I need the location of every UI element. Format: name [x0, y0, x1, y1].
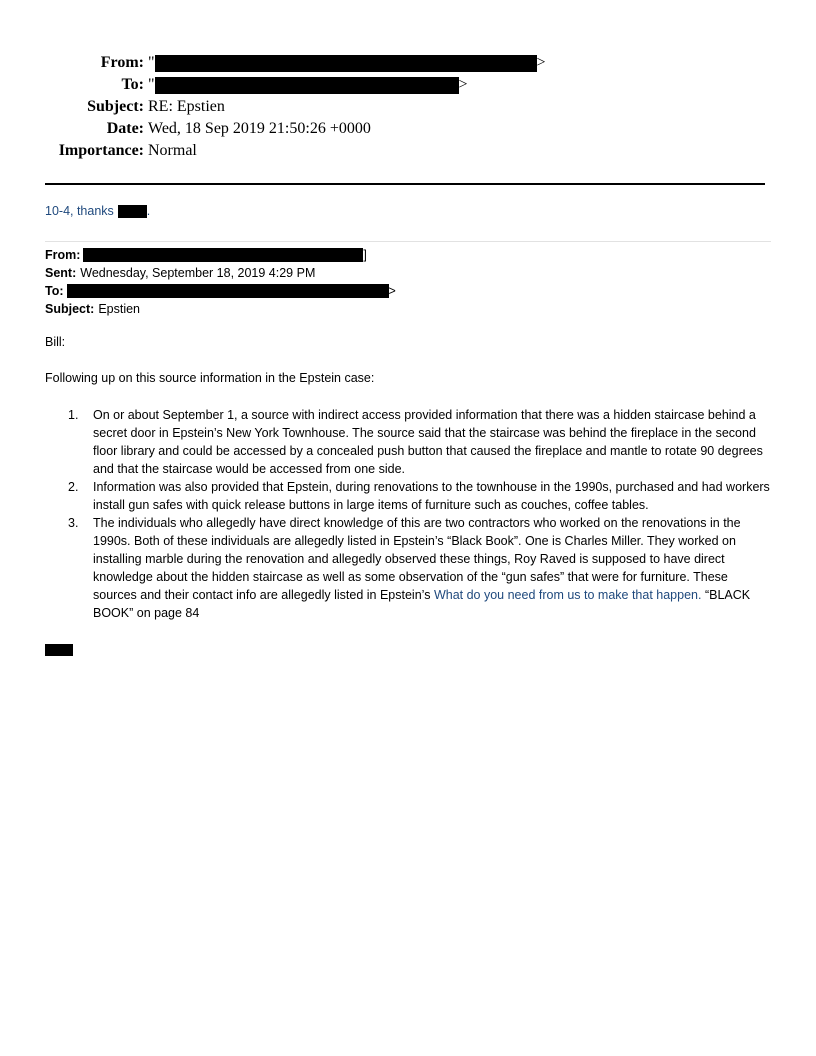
header-subject-label: Subject:	[87, 98, 144, 115]
list-item-number: 1.	[68, 408, 79, 422]
header-from-label: From:	[100, 54, 144, 71]
orig-to-row	[45, 282, 775, 300]
list-item	[45, 406, 775, 478]
orig-sent-label: Sent:	[45, 266, 77, 280]
original-message-header	[45, 246, 775, 318]
orig-from-suffix: ]	[363, 248, 367, 262]
redaction-block	[155, 77, 459, 94]
header-to-suffix: >	[458, 76, 468, 93]
reply-text-end: .	[146, 204, 151, 218]
redaction-block	[83, 248, 363, 262]
list-item-number: 3.	[68, 516, 79, 530]
header-date-row	[40, 118, 780, 140]
inserted-blue-text: What do you need from us to make that happen.	[433, 588, 702, 602]
list-item-text: Information was also provided that Epstein, during renovations to the townhouse in the 1990s, purchased and had workers install gun safes with quick release buttons in large items of furniture such as couches, coffee tables.	[93, 480, 770, 512]
header-importance-row	[40, 140, 780, 162]
intro-paragraph: Following up on this source information in the Epstein case:	[45, 371, 375, 385]
list-item	[45, 478, 775, 514]
list-item-text-wrap	[93, 514, 773, 622]
reply-message	[45, 204, 150, 218]
orig-from-row	[45, 246, 775, 264]
orig-subject-label: Subject:	[45, 302, 95, 316]
list-item-text: On or about September 1, a source with indirect access provided information that there was a hidden staircase behind a secret door in Epstein’s New York Townhouse. The source said that the staircase was behind the fireplace in the second floor library and could be accessed by a concealed push button that caused the fireplace and mantle to rotate 90 degrees and that the staircase would be accessed from one side.	[93, 408, 763, 476]
header-date-value: Wed, 18 Sep 2019 21:50:26 +0000	[148, 120, 371, 137]
header-to-label: To:	[121, 76, 144, 93]
orig-to-label: To:	[45, 284, 64, 298]
numbered-list	[45, 406, 775, 622]
redaction-block	[67, 284, 389, 298]
header-subject-value: RE: Epstien	[148, 98, 225, 115]
header-importance-label: Importance:	[58, 142, 144, 159]
signature-redaction	[45, 644, 73, 656]
header-to-prefix: "	[148, 76, 155, 93]
header-subject-row	[40, 96, 780, 118]
list-item-text: The individuals who allegedly have direct knowledge of this are two contractors who worked on the renovations in the 1990s. Both of these individuals are allegedly listed in Epstein’s “Black Book”. One is Charles Miller. They worked on installing marble during the renovation and allegedly observed these things, Roy Raved is supposed to have direct knowledge about the hidden staircase as well as some observation of the “gun safes” that were for furniture. These sources and their contact info are allegedly listed in Epstein’s	[93, 516, 741, 602]
list-item-number: 2.	[68, 480, 79, 494]
list-item-text-end: “BLACK BOOK” on page 84	[93, 588, 751, 620]
orig-subject-value: Epstien	[98, 302, 141, 316]
header-importance-value: Normal	[148, 142, 197, 159]
header-divider	[45, 183, 765, 185]
greeting: Bill:	[45, 335, 66, 349]
header-from-suffix: >	[536, 54, 546, 71]
quoted-divider	[45, 241, 771, 242]
orig-to-suffix: >	[388, 284, 396, 298]
reply-text: 10-4, thanks	[45, 204, 114, 218]
header-date-label: Date:	[106, 120, 144, 137]
orig-sent-row	[45, 264, 775, 282]
orig-subject-row	[45, 300, 775, 318]
orig-sent-value: Wednesday, September 18, 2019 4:29 PM	[80, 266, 316, 280]
header-to-row	[40, 74, 780, 96]
header-from-prefix: "	[148, 54, 155, 71]
list-item	[45, 514, 775, 622]
email-header	[40, 52, 780, 162]
redaction-block	[118, 205, 147, 218]
orig-from-label: From:	[45, 248, 81, 262]
redaction-block	[155, 55, 537, 72]
header-from-row	[40, 52, 780, 74]
